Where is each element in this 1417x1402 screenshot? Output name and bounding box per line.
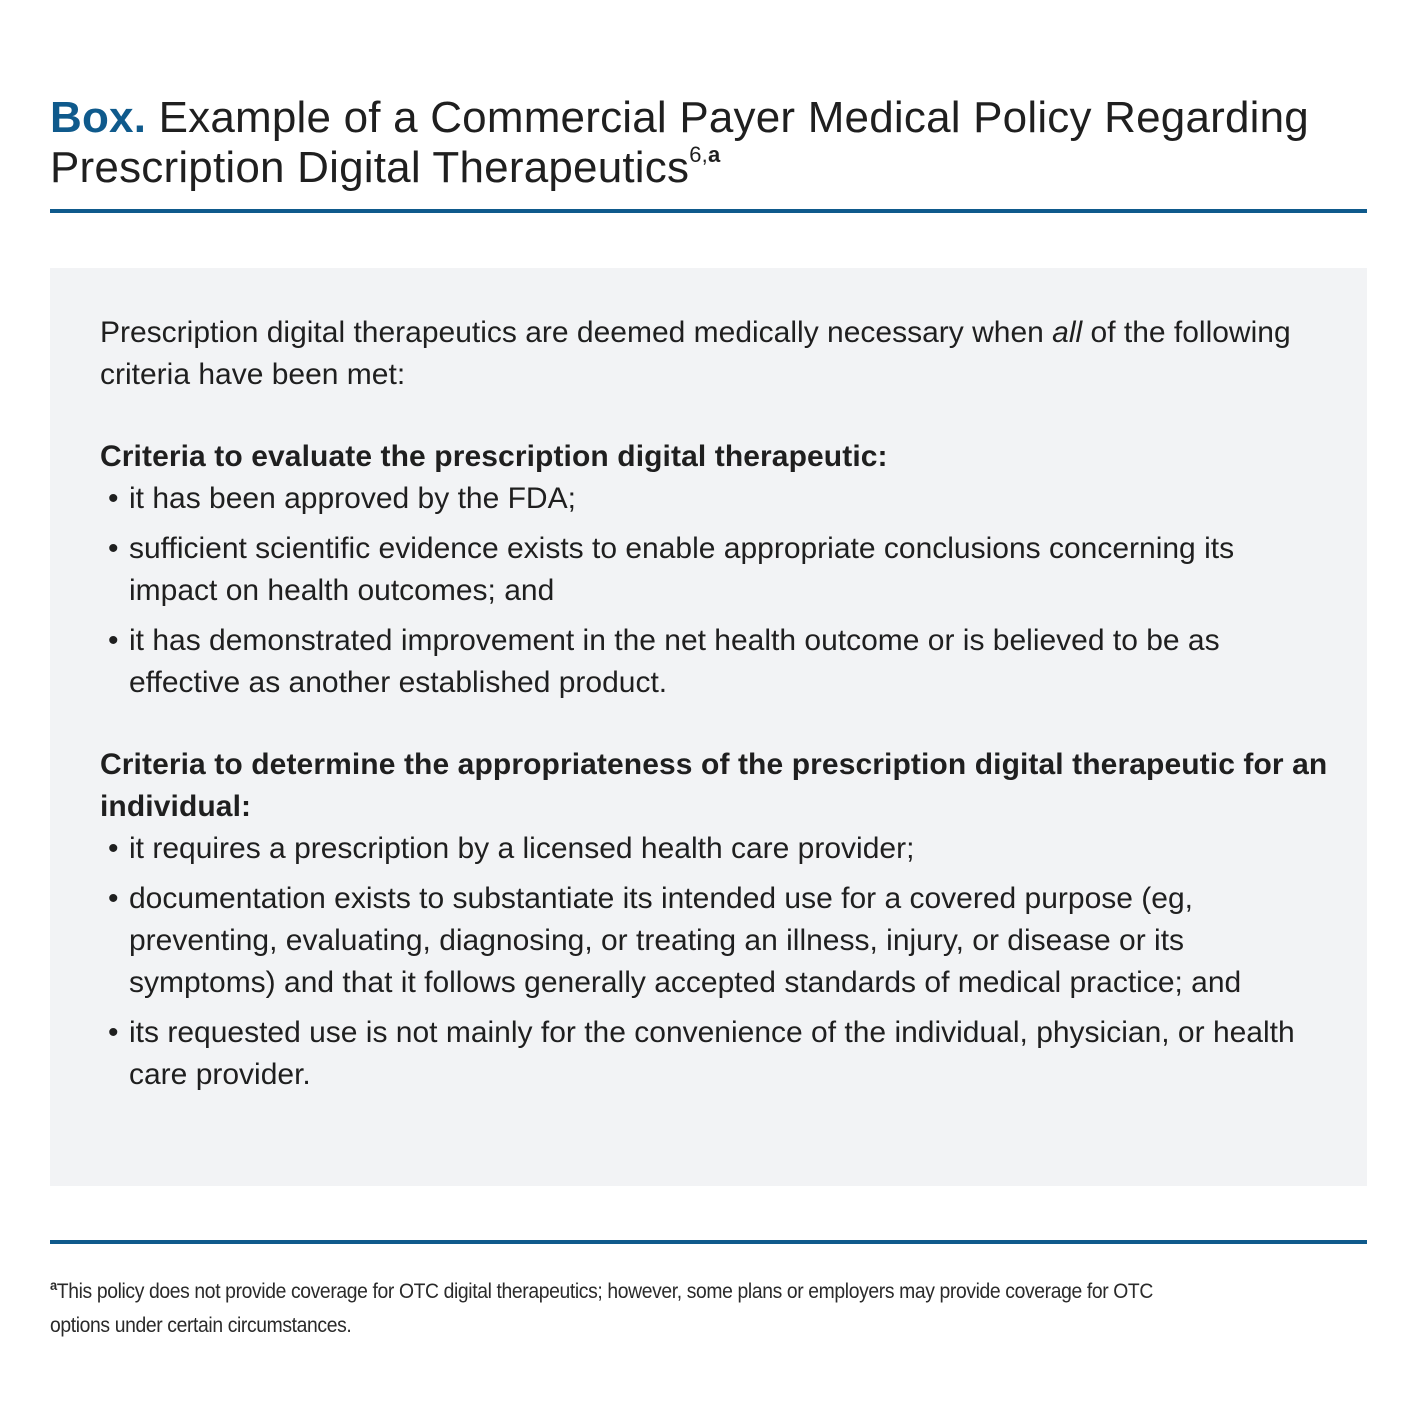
footnote-text: This policy does not provide coverage for OTC digital therapeutics; however, some plans or employers may provide coverage for OTC options under certain circumstances.	[50, 1280, 1153, 1337]
bullet: •	[108, 624, 119, 657]
title-superscript	[689, 142, 720, 167]
list-item	[100, 828, 1330, 870]
list-item-text: sufficient scientific evidence exists to enable appropriate conclusions concerning its impact on health outcomes; and	[129, 532, 1235, 607]
bullet: •	[108, 482, 119, 515]
footnote	[50, 1275, 1209, 1343]
list-item	[100, 620, 1330, 704]
footnote-divider	[50, 1240, 1367, 1244]
intro-after: of the following criteria have been met:	[100, 316, 1291, 391]
intro-before: Prescription digital therapeutics are deemed medically necessary when	[100, 316, 1053, 349]
policy-box	[50, 268, 1367, 1186]
footnote-marker: a	[50, 1277, 57, 1293]
list-item-text: it requires a prescription by a licensed health care provider;	[129, 832, 915, 865]
bullet: •	[108, 832, 119, 865]
title-divider	[50, 209, 1367, 213]
section1-heading: Criteria to evaluate the prescription digital therapeutic:	[100, 440, 888, 473]
bullet: •	[108, 1016, 119, 1049]
list-item-text: its requested use is not mainly for the convenience of the individual, physician, or health care provider.	[129, 1016, 1295, 1091]
list-item	[100, 878, 1330, 1004]
page-title	[50, 93, 1350, 193]
intro-emphasis: all	[1052, 316, 1083, 349]
title-superscript-ref: 6,	[689, 142, 708, 167]
policy-box-content	[100, 312, 1330, 1104]
bullet: •	[108, 882, 119, 915]
title-lead: Box.	[50, 93, 147, 142]
title-text: Example of a Commercial Payer Medical Policy Regarding Prescription Digital Therapeutics	[50, 93, 1309, 192]
section1-list	[100, 478, 1330, 704]
list-item	[100, 528, 1330, 612]
list-item-text: documentation exists to substantiate its intended use for a covered purpose (eg, preventing, evaluating, diagnosing, or treating an illness, injury, or disease or its symptoms) and that it follows generally accepted standards of medical practice; and	[129, 882, 1242, 999]
section2-heading: Criteria to determine the appropriateness of the prescription digital therapeutic for an individual:	[100, 748, 1328, 823]
list-item-text: it has been approved by the FDA;	[129, 482, 576, 515]
bullet: •	[108, 532, 119, 565]
title-superscript-note: a	[707, 142, 721, 167]
list-item	[100, 478, 1330, 520]
section2-list	[100, 828, 1330, 1096]
list-item-text: it has demonstrated improvement in the net health outcome or is believed to be as effective as another established product.	[129, 624, 1220, 699]
list-item	[100, 1012, 1330, 1096]
intro-paragraph	[100, 312, 1330, 396]
